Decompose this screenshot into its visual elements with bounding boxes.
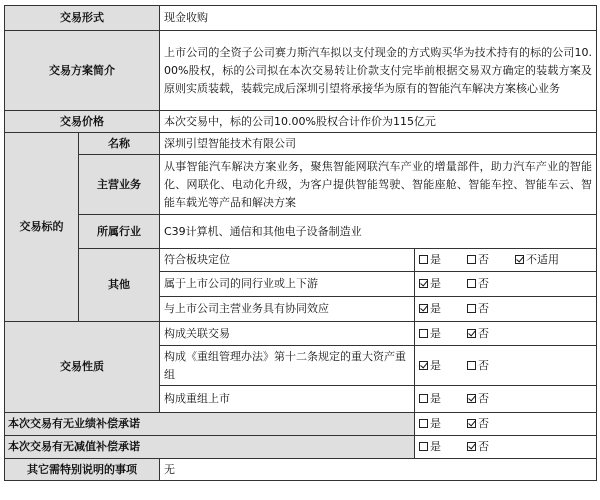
row-other-notes — [5, 459, 597, 481]
checked-box-icon[interactable] — [467, 329, 476, 338]
unchecked-box-icon[interactable] — [419, 394, 428, 403]
option-yes-label: 是 — [430, 302, 441, 315]
form-value: 现金收购 — [160, 6, 597, 31]
checked-box-icon[interactable] — [467, 442, 476, 451]
other-item-2-text: 与上市公司主营业务具有协同效应 — [160, 297, 415, 322]
option-no-label: 否 — [478, 326, 489, 340]
row-performance — [5, 413, 597, 436]
target-name-label: 名称 — [79, 133, 160, 155]
target-industry-value: C39计算机、通信和其他电子设备制造业 — [160, 215, 597, 249]
option-yes-label: 是 — [430, 326, 441, 340]
other-notes-label: 其它需特别说明的事项 — [5, 459, 160, 481]
nature-item-1-text: 构成《重组管理办法》第十二条规定的重大资产重组 — [160, 346, 415, 386]
checked-box-icon[interactable] — [467, 419, 476, 428]
performance-label: 本次交易有无业绩补偿承诺 — [5, 413, 415, 436]
impairment-options — [415, 436, 597, 459]
row-price — [5, 111, 597, 133]
other-item-1-text: 属于上市公司的同行业或上下游 — [160, 272, 415, 297]
other-item-0-text: 符合板块定位 — [160, 249, 415, 272]
plan-label: 交易方案简介 — [5, 31, 160, 111]
other-item-1-options — [415, 272, 597, 297]
target-label: 交易标的 — [5, 133, 79, 322]
option-no-label: 否 — [478, 253, 489, 266]
other-item-0-options — [415, 249, 597, 272]
row-other-0 — [5, 249, 597, 272]
option-no-label: 否 — [478, 417, 489, 430]
option-no-label: 否 — [478, 440, 489, 453]
unchecked-box-icon[interactable] — [419, 255, 428, 264]
row-target-industry — [5, 215, 597, 249]
plan-value: 上市公司的全资子公司赛力斯汽车拟以支付现金的方式购买华为技术持有的标的公司10.00%股权，标的公司拟在本次交易转让价款支付完毕前根据交易双方确定的装载方案及原则实质装载，装载完成后深圳引望将承接华为原有的智能汽车解决方案核心业务 — [160, 31, 597, 111]
unchecked-box-icon[interactable] — [467, 279, 476, 288]
option-no-label: 否 — [478, 277, 489, 290]
impairment-label: 本次交易有无减值补偿承诺 — [5, 436, 415, 459]
other-label: 其他 — [79, 249, 160, 322]
option-yes-label: 是 — [430, 417, 441, 430]
unchecked-box-icon[interactable] — [419, 442, 428, 451]
checked-box-icon[interactable] — [419, 279, 428, 288]
nature-label: 交易性质 — [5, 322, 160, 413]
target-business-label: 主营业务 — [79, 155, 160, 215]
nature-item-2-options — [415, 386, 597, 413]
price-label: 交易价格 — [5, 111, 160, 133]
option-yes-label: 是 — [430, 392, 441, 405]
option-no-label: 否 — [478, 358, 489, 372]
nature-item-0-text: 构成关联交易 — [160, 322, 415, 346]
row-target-name — [5, 133, 597, 155]
nature-item-0-options — [415, 322, 597, 346]
unchecked-box-icon[interactable] — [467, 255, 476, 264]
row-impairment — [5, 436, 597, 459]
transaction-summary-table — [4, 5, 597, 481]
target-industry-label: 所属行业 — [79, 215, 160, 249]
unchecked-box-icon[interactable] — [467, 361, 476, 370]
target-name-value: 深圳引望智能技术有限公司 — [160, 133, 597, 155]
option-yes-label: 是 — [430, 277, 441, 290]
option-no-label: 否 — [478, 302, 489, 315]
other-item-2-options — [415, 297, 597, 322]
performance-options — [415, 413, 597, 436]
row-target-business — [5, 155, 597, 215]
option-no-label: 否 — [478, 392, 489, 405]
option-yes-label: 是 — [430, 253, 441, 266]
unchecked-box-icon[interactable] — [419, 419, 428, 428]
row-form — [5, 6, 597, 31]
option-yes-label: 是 — [430, 358, 441, 372]
unchecked-box-icon[interactable] — [467, 304, 476, 313]
option-yes-label: 是 — [430, 440, 441, 453]
nature-item-2-text: 构成重组上市 — [160, 386, 415, 413]
checked-box-icon[interactable] — [515, 255, 524, 264]
other-notes-value: 无 — [160, 459, 597, 481]
price-value: 本次交易中，标的公司10.00%股权合计作价为115亿元 — [160, 111, 597, 133]
row-plan — [5, 31, 597, 111]
checked-box-icon[interactable] — [467, 394, 476, 403]
unchecked-box-icon[interactable] — [419, 329, 428, 338]
option-na-label: 不适用 — [526, 253, 559, 266]
checked-box-icon[interactable] — [419, 304, 428, 313]
target-business-value: 从事智能汽车解决方案业务，聚焦智能网联汽车产业的增量部件，助力汽车产业的智能化、网联化、电动化升级，为客户提供智能驾驶、智能座舱、智能车控、智能车云、智能车载光等产品和解决方案 — [160, 155, 597, 215]
form-label: 交易形式 — [5, 6, 160, 31]
checked-box-icon[interactable] — [419, 361, 428, 370]
row-nature-0 — [5, 322, 597, 346]
nature-item-1-options — [415, 346, 597, 386]
